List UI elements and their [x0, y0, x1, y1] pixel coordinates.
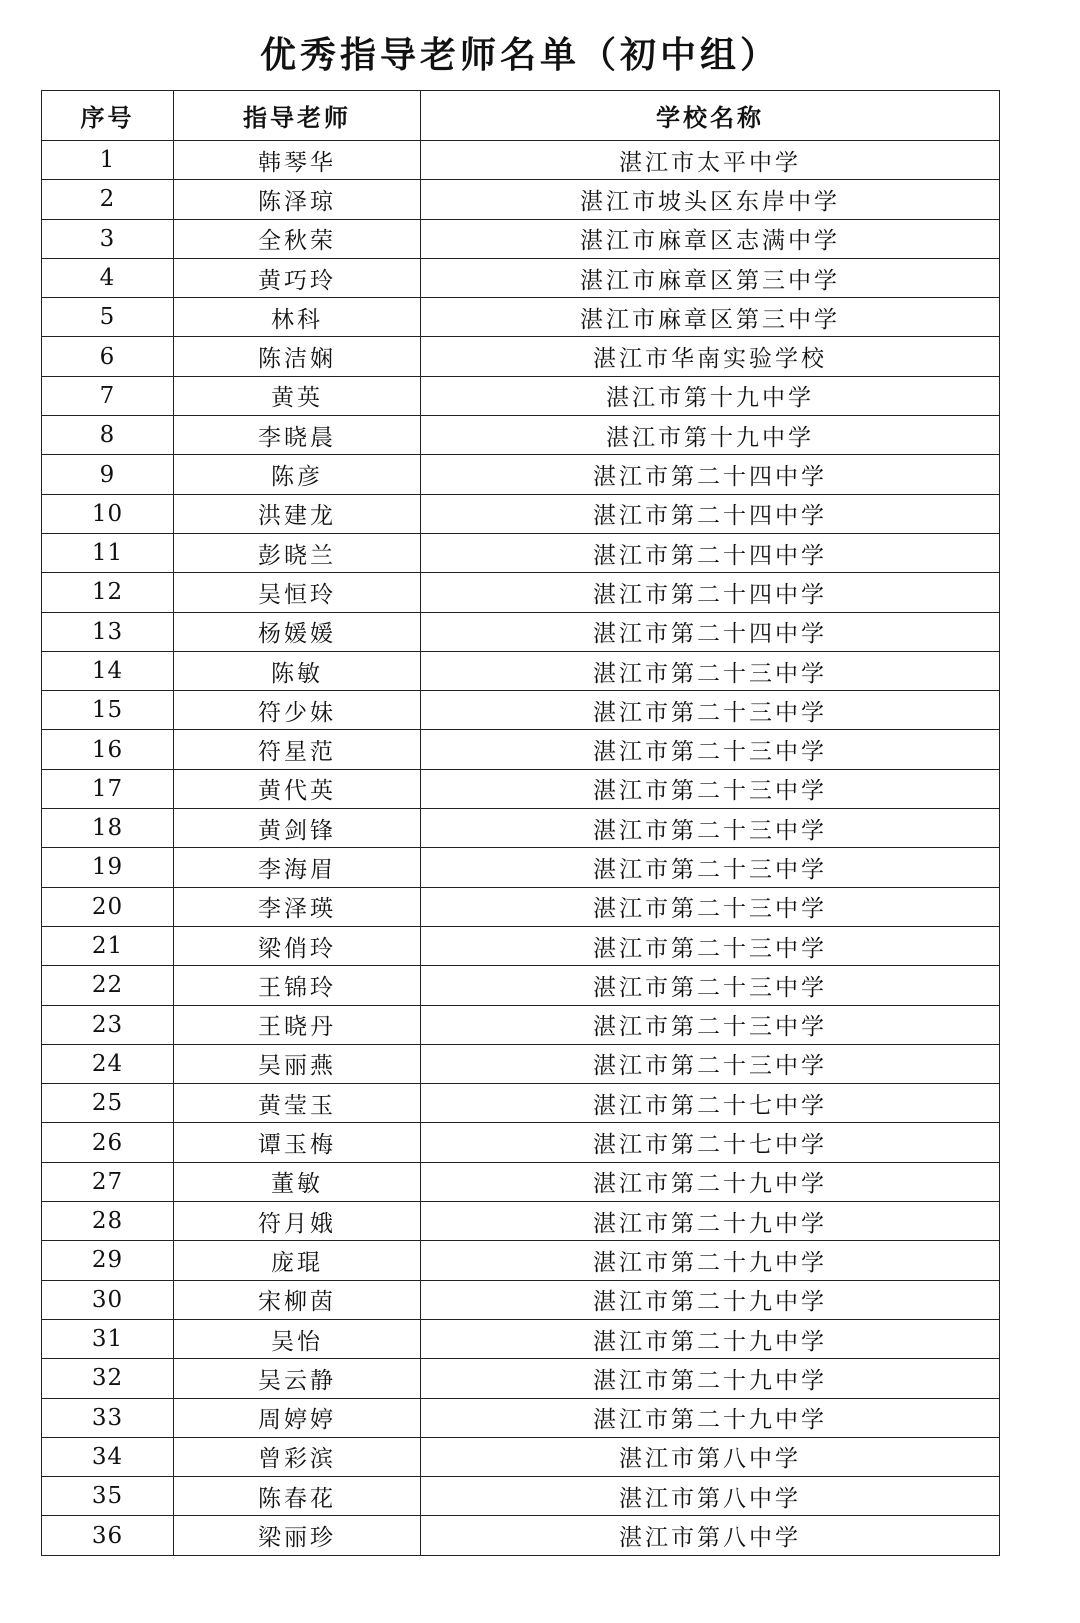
cell-index: 17: [42, 769, 174, 808]
table-row: [42, 1202, 1000, 1241]
cell-index: 34: [42, 1437, 174, 1476]
table-row: [42, 376, 1000, 415]
cell-teacher: 宋柳茵: [174, 1280, 421, 1319]
cell-index: 16: [42, 730, 174, 769]
cell-school: 湛江市第二十九中学: [421, 1202, 1000, 1241]
cell-index: 28: [42, 1202, 174, 1241]
cell-school: 湛江市第二十四中学: [421, 533, 1000, 572]
cell-teacher: 梁丽珍: [174, 1516, 421, 1555]
cell-school: 湛江市第二十三中学: [421, 691, 1000, 730]
cell-teacher: 洪建龙: [174, 494, 421, 533]
cell-school: 湛江市第八中学: [421, 1477, 1000, 1516]
cell-teacher: 陈敏: [174, 651, 421, 690]
table-row: [42, 1319, 1000, 1358]
table-row: [42, 1437, 1000, 1476]
cell-index: 8: [42, 416, 174, 455]
cell-school: 湛江市华南实验学校: [421, 337, 1000, 376]
cell-teacher: 陈春花: [174, 1477, 421, 1516]
cell-school: 湛江市第八中学: [421, 1437, 1000, 1476]
table-row: [42, 651, 1000, 690]
cell-teacher: 李海眉: [174, 848, 421, 887]
table-row: [42, 494, 1000, 533]
cell-school: 湛江市第二十四中学: [421, 494, 1000, 533]
table-row: [42, 1084, 1000, 1123]
cell-school: 湛江市第二十九中学: [421, 1162, 1000, 1201]
table-row: [42, 1516, 1000, 1555]
page-title: 优秀指导老师名单（初中组）: [259, 35, 780, 76]
cell-school: 湛江市麻章区第三中学: [421, 298, 1000, 337]
header-index: 序号: [42, 91, 174, 141]
cell-school: 湛江市第二十三中学: [421, 848, 1000, 887]
cell-index: 25: [42, 1084, 174, 1123]
cell-school: 湛江市第二十九中学: [421, 1280, 1000, 1319]
cell-teacher: 黄巧玲: [174, 258, 421, 297]
cell-index: 32: [42, 1359, 174, 1398]
table-row: [42, 848, 1000, 887]
cell-index: 6: [42, 337, 174, 376]
table-row: [42, 926, 1000, 965]
table-row: [42, 1044, 1000, 1083]
table-row: [42, 416, 1000, 455]
cell-teacher: 李泽瑛: [174, 887, 421, 926]
table-row: [42, 533, 1000, 572]
table-row: [42, 219, 1000, 258]
table-row: [42, 612, 1000, 651]
table-row: [42, 730, 1000, 769]
cell-teacher: 陈泽琼: [174, 180, 421, 219]
cell-teacher: 杨媛媛: [174, 612, 421, 651]
cell-teacher: 吴恒玲: [174, 573, 421, 612]
cell-teacher: 李晓晨: [174, 416, 421, 455]
table-row: [42, 1241, 1000, 1280]
cell-school: 湛江市第二十三中学: [421, 730, 1000, 769]
cell-index: 21: [42, 926, 174, 965]
cell-school: 湛江市第二十四中学: [421, 573, 1000, 612]
cell-teacher: 黄英: [174, 376, 421, 415]
cell-school: 湛江市第二十七中学: [421, 1084, 1000, 1123]
cell-index: 29: [42, 1241, 174, 1280]
cell-index: 30: [42, 1280, 174, 1319]
cell-school: 湛江市第十九中学: [421, 416, 1000, 455]
table-row: [42, 1477, 1000, 1516]
cell-index: 33: [42, 1398, 174, 1437]
cell-teacher: 符月娥: [174, 1202, 421, 1241]
cell-school: 湛江市第二十九中学: [421, 1319, 1000, 1358]
cell-school: 湛江市第二十七中学: [421, 1123, 1000, 1162]
cell-teacher: 符星范: [174, 730, 421, 769]
cell-index: 4: [42, 258, 174, 297]
cell-school: 湛江市第二十九中学: [421, 1359, 1000, 1398]
table-row: [42, 258, 1000, 297]
table-row: [42, 769, 1000, 808]
cell-school: 湛江市第二十三中学: [421, 887, 1000, 926]
header-school: 学校名称: [421, 91, 1000, 141]
cell-index: 14: [42, 651, 174, 690]
cell-index: 35: [42, 1477, 174, 1516]
cell-index: 22: [42, 966, 174, 1005]
cell-index: 12: [42, 573, 174, 612]
cell-teacher: 黄代英: [174, 769, 421, 808]
table-row: [42, 298, 1000, 337]
cell-teacher: 梁俏玲: [174, 926, 421, 965]
table-row: [42, 1359, 1000, 1398]
cell-index: 9: [42, 455, 174, 494]
cell-index: 5: [42, 298, 174, 337]
cell-index: 7: [42, 376, 174, 415]
cell-index: 31: [42, 1319, 174, 1358]
cell-teacher: 林科: [174, 298, 421, 337]
cell-school: 湛江市第二十三中学: [421, 1044, 1000, 1083]
table-row: [42, 1123, 1000, 1162]
cell-teacher: 黄剑锋: [174, 809, 421, 848]
cell-teacher: 吴云静: [174, 1359, 421, 1398]
teacher-table: [41, 90, 1000, 1556]
cell-school: 湛江市第二十九中学: [421, 1398, 1000, 1437]
table-row: [42, 1398, 1000, 1437]
cell-school: 湛江市麻章区志满中学: [421, 219, 1000, 258]
cell-index: 13: [42, 612, 174, 651]
cell-teacher: 谭玉梅: [174, 1123, 421, 1162]
cell-school: 湛江市太平中学: [421, 141, 1000, 180]
cell-school: 湛江市第二十四中学: [421, 612, 1000, 651]
table-row: [42, 691, 1000, 730]
cell-school: 湛江市第二十三中学: [421, 651, 1000, 690]
cell-index: 23: [42, 1005, 174, 1044]
table-row: [42, 180, 1000, 219]
cell-teacher: 彭晓兰: [174, 533, 421, 572]
cell-index: 27: [42, 1162, 174, 1201]
cell-school: 湛江市第二十三中学: [421, 926, 1000, 965]
cell-index: 15: [42, 691, 174, 730]
table-row: [42, 1280, 1000, 1319]
cell-school: 湛江市第二十三中学: [421, 769, 1000, 808]
cell-index: 24: [42, 1044, 174, 1083]
cell-teacher: 韩琴华: [174, 141, 421, 180]
table-row: [42, 337, 1000, 376]
cell-index: 10: [42, 494, 174, 533]
cell-teacher: 吴丽燕: [174, 1044, 421, 1083]
table-row: [42, 1162, 1000, 1201]
table-row: [42, 573, 1000, 612]
cell-teacher: 陈洁娴: [174, 337, 421, 376]
table-body: [42, 141, 1000, 1556]
table-row: [42, 887, 1000, 926]
cell-index: 2: [42, 180, 174, 219]
cell-index: 18: [42, 809, 174, 848]
cell-teacher: 曾彩滨: [174, 1437, 421, 1476]
cell-teacher: 王锦玲: [174, 966, 421, 1005]
cell-index: 19: [42, 848, 174, 887]
cell-school: 湛江市第八中学: [421, 1516, 1000, 1555]
cell-teacher: 黄莹玉: [174, 1084, 421, 1123]
cell-index: 11: [42, 533, 174, 572]
cell-teacher: 庞琨: [174, 1241, 421, 1280]
cell-index: 20: [42, 887, 174, 926]
header-teacher: 指导老师: [174, 91, 421, 141]
cell-index: 36: [42, 1516, 174, 1555]
table-row: [42, 1005, 1000, 1044]
cell-school: 湛江市第二十四中学: [421, 455, 1000, 494]
cell-teacher: 陈彦: [174, 455, 421, 494]
table-header-row: [42, 91, 1000, 141]
cell-school: 湛江市麻章区第三中学: [421, 258, 1000, 297]
cell-school: 湛江市第二十九中学: [421, 1241, 1000, 1280]
table-row: [42, 141, 1000, 180]
table-row: [42, 966, 1000, 1005]
cell-teacher: 董敏: [174, 1162, 421, 1201]
cell-school: 湛江市第二十三中学: [421, 1005, 1000, 1044]
cell-teacher: 吴怡: [174, 1319, 421, 1358]
cell-school: 湛江市坡头区东岸中学: [421, 180, 1000, 219]
cell-index: 26: [42, 1123, 174, 1162]
cell-teacher: 符少妹: [174, 691, 421, 730]
cell-teacher: 全秋荣: [174, 219, 421, 258]
cell-index: 1: [42, 141, 174, 180]
cell-index: 3: [42, 219, 174, 258]
cell-teacher: 王晓丹: [174, 1005, 421, 1044]
cell-teacher: 周婷婷: [174, 1398, 421, 1437]
table-row: [42, 455, 1000, 494]
table-row: [42, 809, 1000, 848]
cell-school: 湛江市第十九中学: [421, 376, 1000, 415]
cell-school: 湛江市第二十三中学: [421, 966, 1000, 1005]
cell-school: 湛江市第二十三中学: [421, 809, 1000, 848]
